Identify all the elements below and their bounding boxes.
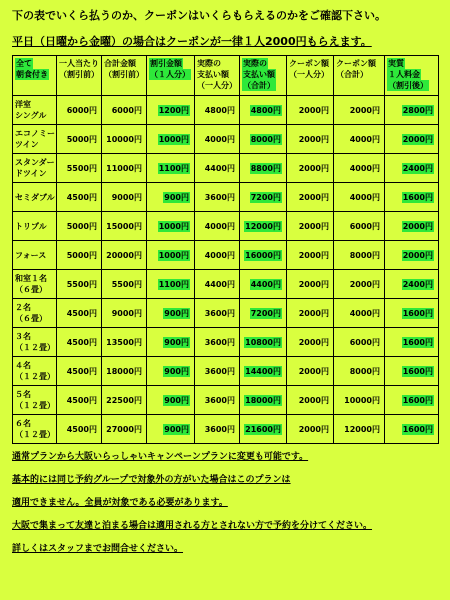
total-price-cell <box>102 125 147 154</box>
actual-per-person-cell <box>195 357 240 386</box>
discount-cell <box>147 241 195 270</box>
price-per-person-value: 4500円 <box>66 395 97 405</box>
discount-cell <box>147 386 195 415</box>
room-type-label: 洋室 <box>15 100 31 109</box>
actual-per-person-cell <box>195 125 240 154</box>
discount-value: 1000円 <box>158 221 189 231</box>
discount-value: 1000円 <box>158 250 189 260</box>
effective-price-cell <box>385 357 439 386</box>
actual-per-person-value: 3600円 <box>204 192 235 202</box>
note-contact-staff: 詳しくはスタッフまでお問合せください。 <box>12 544 184 554</box>
actual-per-person-cell <box>195 154 240 183</box>
actual-total-value: 4800円 <box>250 105 281 115</box>
actual-per-person-value: 4000円 <box>204 221 235 231</box>
header-plan-line1: 全て <box>16 59 32 68</box>
total-price-value: 9000円 <box>111 308 142 318</box>
actual-total-value: 7200円 <box>250 308 281 318</box>
actual-total-value: 7200円 <box>250 192 281 202</box>
actual-per-person-cell <box>195 328 240 357</box>
coupon-total-value: 8000円 <box>349 366 380 376</box>
coupon-total-value: 2000円 <box>349 105 380 115</box>
price-per-person-cell <box>57 125 102 154</box>
total-price-value: 9000円 <box>111 192 142 202</box>
header-text: 支払い額 <box>243 70 275 79</box>
total-price-value: 13500円 <box>106 337 142 347</box>
effective-price-cell <box>385 183 439 212</box>
price-per-person-value: 4500円 <box>66 192 97 202</box>
coupon-per-person-cell <box>287 270 334 299</box>
discount-value: 900円 <box>164 192 189 202</box>
coupon-total-cell <box>334 386 385 415</box>
coupon-per-person-cell <box>287 357 334 386</box>
header-coupon-per-person <box>287 56 334 96</box>
room-type-label: フォース <box>15 250 47 260</box>
price-per-person-cell <box>57 212 102 241</box>
table-row <box>13 212 439 241</box>
actual-per-person-cell <box>195 241 240 270</box>
room-type-label: エコノミー <box>15 129 55 138</box>
intro-text: 下の表でいくら払うのか、クーポンはいくらもらえるのかをご確認下さい。 <box>12 9 386 22</box>
price-per-person-cell <box>57 299 102 328</box>
effective-price-cell <box>385 386 439 415</box>
table-row <box>13 299 439 328</box>
room-type-cell <box>13 270 57 299</box>
price-per-person-cell <box>57 183 102 212</box>
actual-total-value: 10800円 <box>245 337 281 347</box>
room-type-label: トリプル <box>15 221 47 231</box>
header-plan-line2: 朝食付き <box>16 70 48 79</box>
header-coupon-total <box>334 56 385 96</box>
header-discount <box>147 56 195 96</box>
coupon-total-cell <box>334 96 385 125</box>
actual-total-cell <box>240 357 287 386</box>
discount-value: 1100円 <box>158 279 189 289</box>
coupon-per-person-value: 2000円 <box>298 395 329 405</box>
header-text: １人料金 <box>388 70 420 79</box>
coupon-total-value: 6000円 <box>349 337 380 347</box>
room-type-cell <box>13 96 57 125</box>
actual-total-cell <box>240 154 287 183</box>
discount-cell <box>147 125 195 154</box>
actual-per-person-value: 3600円 <box>204 424 235 434</box>
coupon-per-person-value: 2000円 <box>298 337 329 347</box>
effective-price-value: 2000円 <box>402 221 433 231</box>
actual-per-person-value: 4000円 <box>204 134 235 144</box>
coupon-total-cell <box>334 299 385 328</box>
effective-price-value: 2800円 <box>402 105 433 115</box>
coupon-per-person-value: 2000円 <box>298 105 329 115</box>
coupon-per-person-cell <box>287 241 334 270</box>
header-text: （割引後） <box>388 81 428 90</box>
actual-total-cell <box>240 125 287 154</box>
actual-per-person-value: 3600円 <box>204 395 235 405</box>
coupon-total-value: 8000円 <box>349 250 380 260</box>
room-type-cell <box>13 183 57 212</box>
table-row <box>13 125 439 154</box>
effective-price-value: 1600円 <box>402 337 433 347</box>
discount-value: 900円 <box>164 308 189 318</box>
coupon-per-person-cell <box>287 386 334 415</box>
actual-per-person-cell <box>195 299 240 328</box>
effective-price-cell <box>385 96 439 125</box>
price-per-person-value: 6000円 <box>66 105 97 115</box>
discount-value: 1000円 <box>158 134 189 144</box>
total-price-cell <box>102 415 147 444</box>
discount-cell <box>147 328 195 357</box>
total-price-value: 10000円 <box>106 134 142 144</box>
coupon-per-person-cell <box>287 212 334 241</box>
pricing-table <box>12 55 439 444</box>
coupon-total-cell <box>334 415 385 444</box>
total-price-value: 22500円 <box>106 395 142 405</box>
note-split-booking: 大阪で集まって友達と泊まる場合は適用される方とされない方で予約を分けてください。 <box>12 521 373 531</box>
total-price-cell <box>102 299 147 328</box>
coupon-per-person-cell <box>287 125 334 154</box>
total-price-cell <box>102 241 147 270</box>
room-type-label: ５名 <box>15 390 31 399</box>
coupon-total-cell <box>334 357 385 386</box>
discount-cell <box>147 96 195 125</box>
room-type-label: （１２畳） <box>15 401 55 410</box>
actual-per-person-value: 3600円 <box>204 337 235 347</box>
header-total-price <box>102 56 147 96</box>
effective-price-value: 2400円 <box>402 163 433 173</box>
table-row <box>13 357 439 386</box>
price-per-person-value: 4500円 <box>66 366 97 376</box>
actual-per-person-cell <box>195 96 240 125</box>
discount-value: 900円 <box>164 366 189 376</box>
notes-section <box>12 452 438 555</box>
actual-total-cell <box>240 386 287 415</box>
header-plan <box>13 56 57 96</box>
total-price-value: 5500円 <box>111 279 142 289</box>
coupon-per-person-value: 2000円 <box>298 424 329 434</box>
header-text: 実際の <box>197 59 221 68</box>
price-per-person-value: 4500円 <box>66 308 97 318</box>
room-type-label: ツイン <box>15 140 39 149</box>
header-text: 実際の <box>243 59 267 68</box>
coupon-total-cell <box>334 270 385 299</box>
effective-price-value: 1600円 <box>402 395 433 405</box>
actual-per-person-value: 4800円 <box>204 105 235 115</box>
header-text: （１人分） <box>150 70 190 79</box>
room-type-cell <box>13 415 57 444</box>
total-price-value: 15000円 <box>106 221 142 231</box>
actual-total-cell <box>240 299 287 328</box>
total-price-value: 11000円 <box>106 163 142 173</box>
price-per-person-cell <box>57 154 102 183</box>
coupon-total-value: 2000円 <box>349 279 380 289</box>
price-per-person-value: 5000円 <box>66 134 97 144</box>
coupon-total-value: 4000円 <box>349 163 380 173</box>
discount-value: 900円 <box>164 424 189 434</box>
table-row <box>13 154 439 183</box>
room-type-cell <box>13 328 57 357</box>
coupon-per-person-value: 2000円 <box>298 134 329 144</box>
discount-cell <box>147 154 195 183</box>
room-type-label: ４名 <box>15 361 31 370</box>
coupon-per-person-value: 2000円 <box>298 221 329 231</box>
price-per-person-cell <box>57 357 102 386</box>
table-row <box>13 386 439 415</box>
table-row <box>13 183 439 212</box>
coupon-per-person-cell <box>287 328 334 357</box>
actual-per-person-cell <box>195 212 240 241</box>
table-row <box>13 328 439 357</box>
header-text: （合計） <box>336 70 368 79</box>
room-type-label: （１２畳） <box>15 430 55 439</box>
coupon-per-person-value: 2000円 <box>298 192 329 202</box>
header-text: 合計金額 <box>104 59 136 68</box>
discount-value: 1100円 <box>158 163 189 173</box>
actual-total-value: 18000円 <box>245 395 281 405</box>
note-group-rule: 基本的には同じ予約グループで対象外の方がいた場合はこのプランは <box>12 475 291 485</box>
actual-total-value: 16000円 <box>245 250 281 260</box>
table-row <box>13 415 439 444</box>
discount-cell <box>147 415 195 444</box>
actual-per-person-cell <box>195 183 240 212</box>
room-type-label: ドツイン <box>15 169 47 178</box>
total-price-cell <box>102 96 147 125</box>
actual-per-person-value: 4400円 <box>204 163 235 173</box>
total-price-value: 27000円 <box>106 424 142 434</box>
effective-price-value: 1600円 <box>402 308 433 318</box>
table-body <box>13 96 439 444</box>
room-type-cell <box>13 386 57 415</box>
discount-cell <box>147 212 195 241</box>
actual-total-value: 8800円 <box>250 163 281 173</box>
actual-total-value: 21600円 <box>245 424 281 434</box>
total-price-cell <box>102 328 147 357</box>
price-per-person-value: 4500円 <box>66 337 97 347</box>
header-text: クーポン額 <box>289 59 329 68</box>
coupon-total-cell <box>334 125 385 154</box>
header-text: クーポン額 <box>336 59 376 68</box>
effective-price-cell <box>385 299 439 328</box>
price-per-person-value: 5500円 <box>66 163 97 173</box>
coupon-total-cell <box>334 241 385 270</box>
price-per-person-cell <box>57 270 102 299</box>
note-plan-change: 通常プランから大阪いらっしゃいキャンペーンプランに変更も可能です。 <box>12 452 309 462</box>
header-actual-per-person <box>195 56 240 96</box>
coupon-per-person-value: 2000円 <box>298 279 329 289</box>
header-text: （合計） <box>243 81 275 90</box>
actual-total-cell <box>240 96 287 125</box>
discount-value: 900円 <box>164 337 189 347</box>
actual-total-cell <box>240 415 287 444</box>
room-type-cell <box>13 299 57 328</box>
effective-price-cell <box>385 125 439 154</box>
total-price-cell <box>102 183 147 212</box>
table-row <box>13 96 439 125</box>
coupon-total-value: 12000円 <box>344 424 380 434</box>
coupon-total-value: 10000円 <box>344 395 380 405</box>
actual-total-value: 14400円 <box>245 366 281 376</box>
actual-total-value: 12000円 <box>245 221 281 231</box>
actual-total-value: 8000円 <box>250 134 281 144</box>
effective-price-value: 2000円 <box>402 250 433 260</box>
header-text: 支払い額 <box>197 70 229 79</box>
discount-cell <box>147 183 195 212</box>
discount-value: 1200円 <box>158 105 189 115</box>
actual-per-person-value: 3600円 <box>204 366 235 376</box>
room-type-label: スタンダー <box>15 158 55 167</box>
price-per-person-value: 5000円 <box>66 221 97 231</box>
actual-total-cell <box>240 241 287 270</box>
effective-price-cell <box>385 212 439 241</box>
coupon-per-person-cell <box>287 299 334 328</box>
room-type-cell <box>13 241 57 270</box>
coupon-total-cell <box>334 212 385 241</box>
coupon-per-person-cell <box>287 415 334 444</box>
actual-per-person-cell <box>195 415 240 444</box>
discount-cell <box>147 270 195 299</box>
price-per-person-cell <box>57 328 102 357</box>
room-type-label: シングル <box>15 111 47 120</box>
actual-total-value: 4400円 <box>250 279 281 289</box>
total-price-cell <box>102 270 147 299</box>
price-per-person-cell <box>57 96 102 125</box>
total-price-value: 20000円 <box>106 250 142 260</box>
room-type-cell <box>13 125 57 154</box>
header-text: 割引金額 <box>150 59 182 68</box>
total-price-value: 18000円 <box>106 366 142 376</box>
room-type-label: （６畳） <box>15 285 47 294</box>
effective-price-value: 1600円 <box>402 192 433 202</box>
coupon-total-cell <box>334 183 385 212</box>
price-per-person-value: 5500円 <box>66 279 97 289</box>
coupon-total-value: 4000円 <box>349 192 380 202</box>
room-type-label: （１２畳） <box>15 372 55 381</box>
table-header-row <box>13 56 439 96</box>
header-text: （一人分） <box>289 70 329 79</box>
discount-value: 900円 <box>164 395 189 405</box>
actual-per-person-cell <box>195 386 240 415</box>
total-price-cell <box>102 386 147 415</box>
coupon-per-person-value: 2000円 <box>298 250 329 260</box>
coupon-total-value: 6000円 <box>349 221 380 231</box>
actual-total-cell <box>240 328 287 357</box>
discount-cell <box>147 299 195 328</box>
effective-price-value: 2400円 <box>402 279 433 289</box>
room-type-cell <box>13 212 57 241</box>
coupon-per-person-cell <box>287 96 334 125</box>
actual-total-cell <box>240 270 287 299</box>
effective-price-value: 2000円 <box>402 134 433 144</box>
coupon-total-cell <box>334 154 385 183</box>
coupon-per-person-value: 2000円 <box>298 163 329 173</box>
coupon-total-cell <box>334 328 385 357</box>
actual-per-person-cell <box>195 270 240 299</box>
price-per-person-cell <box>57 241 102 270</box>
effective-price-cell <box>385 415 439 444</box>
room-type-cell <box>13 357 57 386</box>
header-text: （一人分） <box>197 81 237 90</box>
header-price-per-person <box>57 56 102 96</box>
coupon-per-person-value: 2000円 <box>298 308 329 318</box>
room-type-label: ３名 <box>15 332 31 341</box>
room-type-label: （１２畳） <box>15 343 55 352</box>
coupon-total-value: 4000円 <box>349 308 380 318</box>
note-all-eligible: 適用できません。全員が対象である必要があります。 <box>12 498 228 508</box>
effective-price-cell <box>385 154 439 183</box>
room-type-label: （６畳） <box>15 314 47 323</box>
coupon-per-person-cell <box>287 183 334 212</box>
header-text: （割引前） <box>59 70 99 79</box>
header-effective-price <box>385 56 439 96</box>
header-text: 一人当たり <box>59 59 99 68</box>
room-type-label: 和室１名 <box>15 274 47 283</box>
room-type-label: ６名 <box>15 419 31 428</box>
discount-cell <box>147 357 195 386</box>
table-row <box>13 241 439 270</box>
actual-total-cell <box>240 183 287 212</box>
header-text: 実質 <box>388 59 404 68</box>
effective-price-value: 1600円 <box>402 424 433 434</box>
coupon-total-value: 4000円 <box>349 134 380 144</box>
actual-total-cell <box>240 212 287 241</box>
effective-price-cell <box>385 241 439 270</box>
room-type-label: セミダブル <box>15 192 55 202</box>
price-per-person-value: 5000円 <box>66 250 97 260</box>
effective-price-cell <box>385 270 439 299</box>
room-type-label: ２名 <box>15 303 31 312</box>
table-row <box>13 270 439 299</box>
actual-per-person-value: 4000円 <box>204 250 235 260</box>
effective-price-value: 1600円 <box>402 366 433 376</box>
coupon-per-person-cell <box>287 154 334 183</box>
total-price-cell <box>102 357 147 386</box>
room-type-cell <box>13 154 57 183</box>
actual-per-person-value: 4400円 <box>204 279 235 289</box>
effective-price-cell <box>385 328 439 357</box>
price-per-person-cell <box>57 386 102 415</box>
total-price-value: 6000円 <box>111 105 142 115</box>
price-per-person-cell <box>57 415 102 444</box>
total-price-cell <box>102 154 147 183</box>
coupon-per-person-value: 2000円 <box>298 366 329 376</box>
price-per-person-value: 4500円 <box>66 424 97 434</box>
weekday-coupon-note: 平日（日曜から金曜）の場合はクーポンが一律１人2000円もらえます。 <box>12 35 372 48</box>
total-price-cell <box>102 212 147 241</box>
header-text: （割引前） <box>104 70 144 79</box>
actual-per-person-value: 3600円 <box>204 308 235 318</box>
header-actual-total <box>240 56 287 96</box>
